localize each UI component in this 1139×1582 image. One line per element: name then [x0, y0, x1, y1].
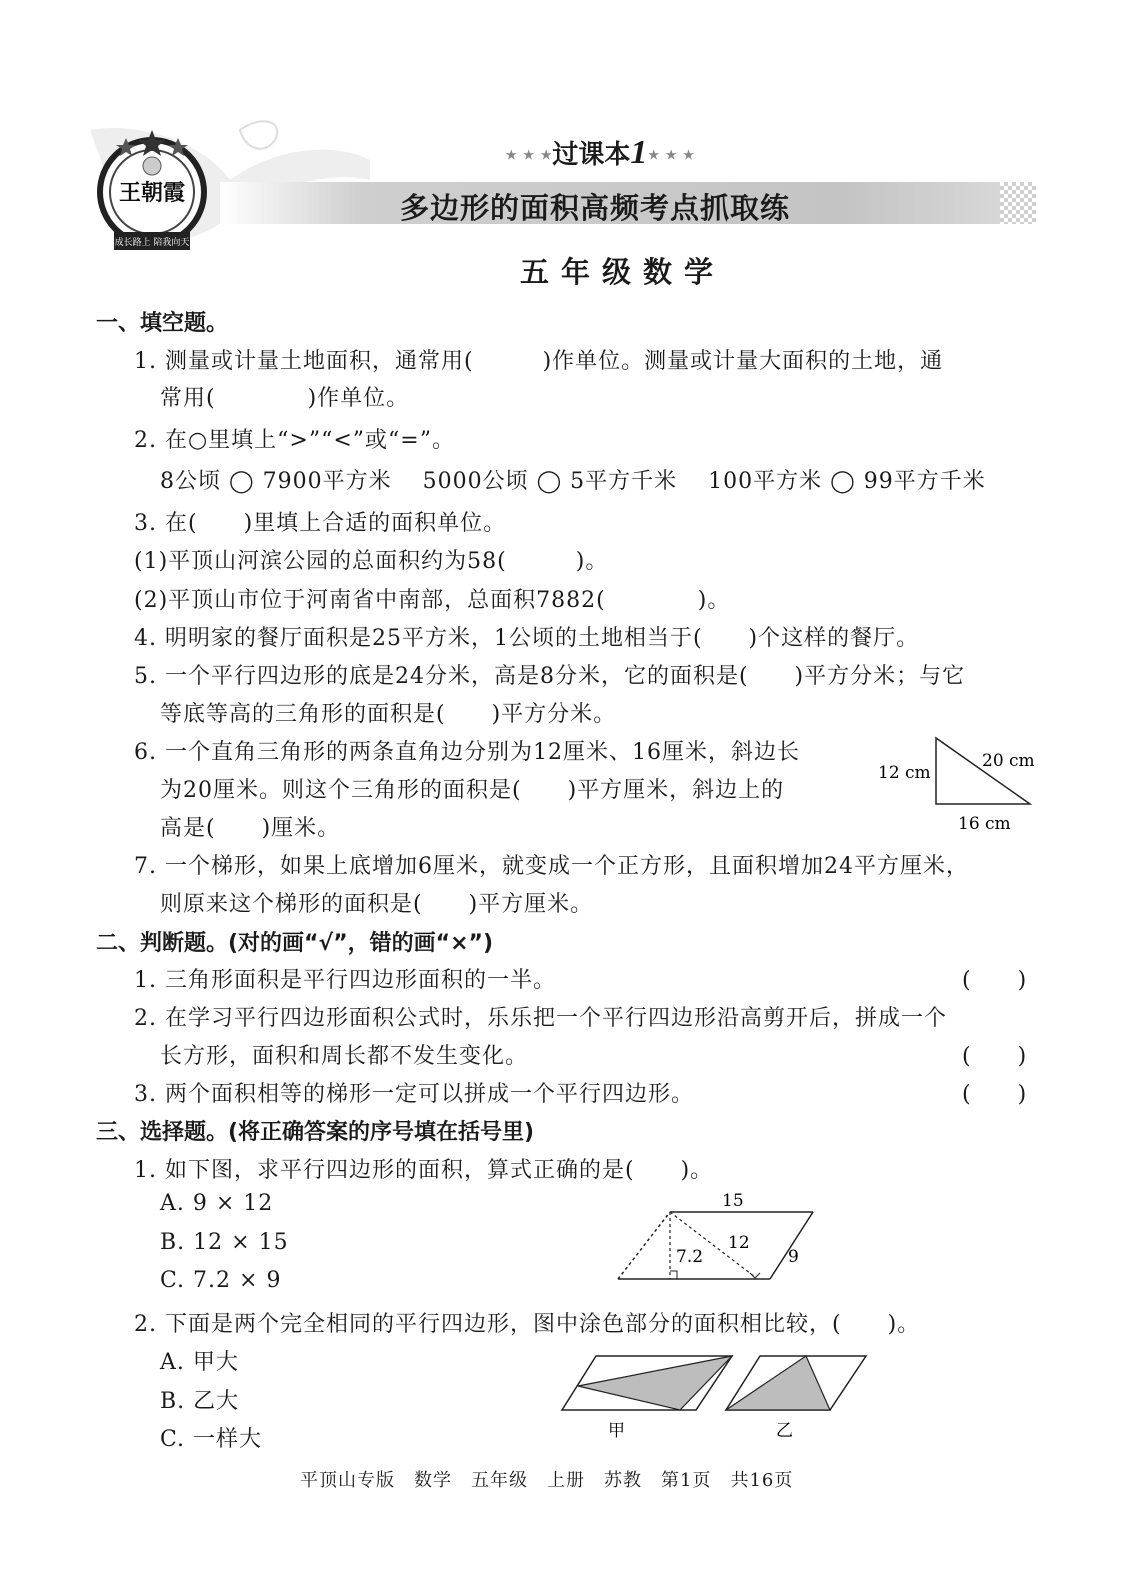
logo-slogan: 成长路上 陪我向天 — [114, 238, 190, 248]
grade-subject: 五年级数学 — [520, 255, 726, 289]
s2-q3-answer: ( ) — [962, 1082, 1028, 1107]
s1-q7-line1: 7. 一个梯形，如果上底增加6厘米，就变成一个正方形，且面积增加24平方厘米， — [134, 854, 969, 879]
s1-q2: 2. 在○里填上“>”“<”或“=”。 — [134, 428, 455, 453]
s3-q2-option-c: C. 一样大 — [160, 1427, 263, 1452]
s2-q2-line1: 2. 在学习平行四边形面积公式时，乐乐把一个平行四边形沿高剪开后，拼成一个 — [134, 1006, 947, 1031]
s2-q2-answer: ( ) — [962, 1044, 1028, 1069]
s1-q7-line2: 则原来这个梯形的面积是( )平方厘米。 — [160, 892, 594, 917]
s3-q1-option-a: A. 9 × 12 — [160, 1191, 274, 1216]
banner-title: 多边形的面积高频考点抓取练 — [400, 191, 791, 225]
section3-title: 三、选择题。(将正确答案的序号填在括号里) — [96, 1120, 535, 1145]
s3-q1-option-c: C. 7.2 × 9 — [160, 1268, 282, 1293]
triangle-left-label: 12 cm — [878, 763, 931, 783]
parallelogram-top-label: 15 — [722, 1191, 744, 1211]
series-number: 1 — [630, 134, 648, 171]
s1-q6-line1: 6. 一个直角三角形的两条直角边分别为12厘米、16厘米，斜边长 — [134, 740, 800, 765]
s1-q3a: (1)平顶山河滨公园的总面积约为58( )。 — [134, 549, 609, 574]
s3-q2: 2. 下面是两个完全相同的平行四边形，图中涂色部分的面积相比较，( )。 — [134, 1312, 921, 1337]
figure-label-jia: 甲 — [608, 1421, 625, 1441]
section1-title: 一、填空题。 — [96, 311, 229, 336]
s1-q3: 3. 在( )里填上合适的面积单位。 — [134, 511, 507, 536]
s3-q2-option-a: A. 甲大 — [160, 1350, 239, 1375]
s2-q1-answer: ( ) — [962, 968, 1028, 993]
s1-q6-line2: 为20厘米。则这个三角形的面积是( )平方厘米，斜边上的 — [160, 778, 785, 803]
s1-q3b: (2)平顶山市位于河南省中南部，总面积7882( )。 — [134, 588, 731, 613]
s1-q5-line2: 等底等高的三角形的面积是( )平方分米。 — [160, 702, 617, 727]
right-triangle-figure — [870, 730, 1040, 840]
triangle-hyp-label: 20 cm — [982, 751, 1035, 771]
page-footer: 平顶山专版 数学 五年级 上册 苏教 第1页 共16页 — [300, 1470, 794, 1491]
s2-q3: 3. 两个面积相等的梯形一定可以拼成一个平行四边形。 — [134, 1082, 694, 1107]
s1-q4: 4. 明明家的餐厅面积是25平方米，1公顷的土地相当于( )个这样的餐厅。 — [134, 626, 920, 651]
s1-q1-line2: 常用( )作单位。 — [160, 386, 410, 411]
s2-q2-line2: 长方形，面积和周长都不发生变化。 — [160, 1044, 529, 1069]
figure-label-yi: 乙 — [776, 1421, 793, 1441]
triangle-bottom-label: 16 cm — [958, 814, 1011, 834]
series-prefix: 过课本 — [552, 140, 631, 170]
s3-q1-option-b: B. 12 × 15 — [160, 1230, 289, 1255]
parallelogram-height-label: 7.2 — [676, 1247, 704, 1267]
banner-pattern — [1000, 182, 1036, 224]
parallelogram-figure — [610, 1186, 825, 1286]
brand-logo — [96, 128, 208, 258]
s1-q5-line1: 5. 一个平行四边形的底是24分米，高是8分米，它的面积是( )平方分米；与它 — [134, 664, 966, 689]
s1-q2-items: 8公顷 ◯ 7900平方米 5000公顷 ◯ 5平方千米 100平方米 ◯ 99平方千米 — [160, 469, 986, 494]
section2-title: 二、判断题。(对的画“√”，错的画“×”) — [96, 931, 494, 956]
s1-q6-line3: 高是( )厘米。 — [160, 816, 341, 841]
s1-q1-line1: 1. 测量或计量土地面积，通常用( )作单位。测量或计量大面积的土地，通 — [134, 349, 944, 374]
parallelogram-side-label: 9 — [788, 1247, 799, 1267]
s3-q2-option-b: B. 乙大 — [160, 1389, 240, 1414]
series-title: ★ ★ ★过课本1★ ★ ★ — [505, 134, 695, 171]
parallelogram-inner-label: 12 — [728, 1233, 750, 1253]
s3-q1: 1. 如下图，求平行四边形的面积，算式正确的是( )。 — [134, 1158, 714, 1183]
s2-q1: 1. 三角形面积是平行四边形面积的一半。 — [134, 968, 556, 993]
logo-text: 王朝霞 — [118, 180, 186, 206]
shaded-parallelograms-figure — [560, 1348, 880, 1448]
